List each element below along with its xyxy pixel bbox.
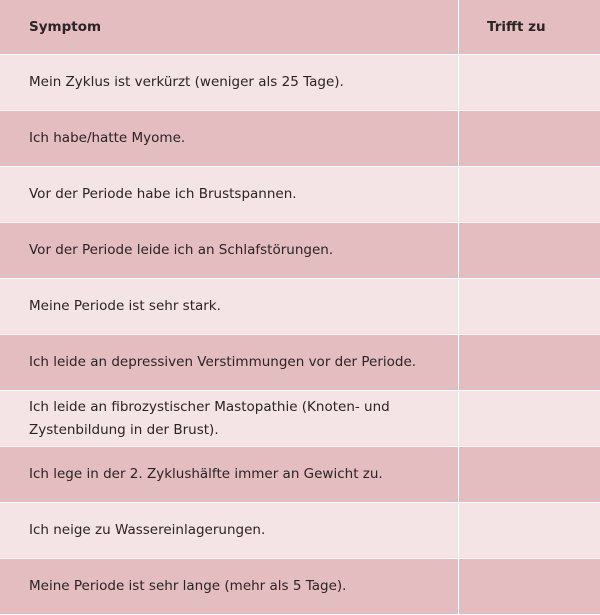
table-row [0, 503, 600, 559]
table-row [0, 391, 600, 447]
header-applies: Trifft zu [487, 19, 546, 35]
table-row [0, 335, 600, 391]
symptom-cell: Ich leide an depressiven Verstimmungen vor der Periode. [0, 335, 459, 390]
table-row [0, 55, 600, 111]
applies-cell[interactable] [459, 223, 600, 278]
applies-cell[interactable] [459, 447, 600, 502]
symptom-cell: Vor der Periode habe ich Brustspannen. [0, 167, 459, 222]
applies-cell[interactable] [459, 391, 600, 446]
symptom-cell: Meine Periode ist sehr lange (mehr als 5 Tage). [0, 559, 459, 614]
table-row [0, 167, 600, 223]
applies-cell[interactable] [459, 55, 600, 110]
applies-cell[interactable] [459, 111, 600, 166]
applies-cell[interactable] [459, 335, 600, 390]
symptom-cell: Mein Zyklus ist verkürzt (weniger als 25 Tage). [0, 55, 459, 110]
symptom-cell: Meine Periode ist sehr stark. [0, 279, 459, 334]
symptom-cell: Vor der Periode leide ich an Schlafstörungen. [0, 223, 459, 278]
symptom-cell: Ich lege in der 2. Zyklushälfte immer an Gewicht zu. [0, 447, 459, 502]
table-row [0, 223, 600, 279]
symptom-cell [0, 391, 459, 446]
symptom-cell: Ich habe/hatte Myome. [0, 111, 459, 166]
table-row [0, 559, 600, 614]
table-row [0, 447, 600, 503]
table-row [0, 279, 600, 335]
applies-cell[interactable] [459, 167, 600, 222]
applies-cell[interactable] [459, 503, 600, 558]
symptom-cell-line: Zystenbildung in der Brust). [29, 421, 219, 438]
table-header-row [0, 0, 600, 55]
applies-cell[interactable] [459, 559, 600, 614]
symptom-cell-line: Ich leide an fibrozystischer Mastopathie (Knoten- und [29, 398, 390, 415]
header-symptom: Symptom [0, 0, 459, 54]
table-row [0, 111, 600, 167]
applies-cell[interactable] [459, 279, 600, 334]
symptom-cell: Ich neige zu Wassereinlagerungen. [0, 503, 459, 558]
